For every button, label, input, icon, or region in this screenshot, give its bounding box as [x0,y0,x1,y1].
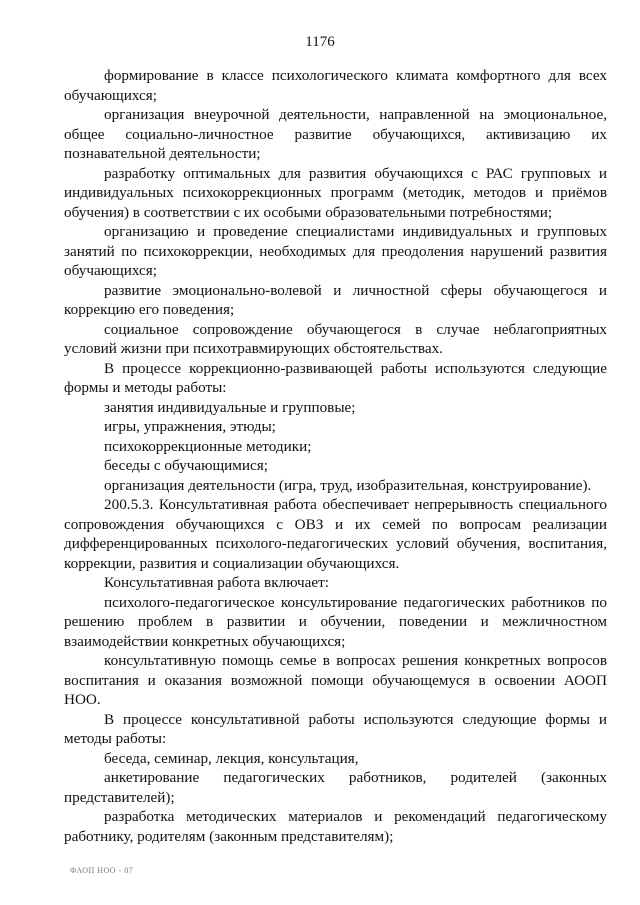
paragraph: развитие эмоционально-волевой и личностной сферы обучающегося и коррекцию его поведения; [64,281,607,318]
list-item: организация деятельности (игра, труд, изобразительная, конструирование). [104,476,592,494]
paragraph: В процессе консультативной работы используются следующие формы и методы работы: [64,710,607,747]
paragraph: организация внеурочной деятельности, направленной на эмоциональное, общее социально-личностное развитие обучающихся, активизацию их познавательной деятельности; [64,106,607,162]
page-number: 1176 [305,34,335,50]
list-item: беседы с обучающимися; [104,457,268,474]
list-item: занятия индивидуальные и групповые; [104,398,356,416]
footer-code: ФАОП НОО - 07 [70,866,134,875]
paragraph: социальное сопровождение обучающегося в случае неблагоприятных условий жизни при психотравмирующих обстоятельствах. [64,320,607,357]
paragraph: психолого-педагогическое консультирование педагогических работников по решению проблем в развитии и обучении, поведении и межличностном взаимодействии конкретных обучающихся; [64,593,607,650]
body-text [64,66,607,846]
list-item: психокоррекционные методики; [104,437,312,455]
paragraph: консультативную помощь семье в вопросах решения конкретных вопросов воспитания и оказания возможной помощи обучающемуся в освоении АООП НОО. [64,652,607,708]
paragraph: разработку оптимальных для развития обучающихся с РАС групповых и индивидуальных психокоррекционных программ (методик, методов и приёмов обучения) в соответствии с их особыми образовательными потребностями; [64,164,607,221]
list-item: разработка методических материалов и рекомендаций педагогическому работнику, родителям (законным представителям); [64,808,607,845]
paragraph: 200.5.3. Консультативная работа обеспечивает непрерывность специального сопровождения обучающихся с ОВЗ и их семей по вопросам реализации дифференцированных психолого-педагогических условий обучения, воспитания, коррекции, развития и социализации обучающихся. [64,496,607,572]
paragraph: Консультативная работа включает: [104,574,329,591]
paragraph: формирование в классе психологического климата комфортного для всех обучающихся; [64,67,607,104]
list-item: беседа, семинар, лекция, консультация, [104,749,359,767]
paragraph: В процессе коррекционно-развивающей работы используются следующие формы и методы работы: [64,359,607,396]
paragraph: организацию и проведение специалистами индивидуальных и групповых занятий по психокоррекции, необходимых для преодоления нарушений развития обучающихся; [64,223,607,279]
list-item: игры, упражнения, этюды; [104,418,276,435]
list-item: анкетирование педагогических работников, родителей (законных представителей); [64,769,607,806]
